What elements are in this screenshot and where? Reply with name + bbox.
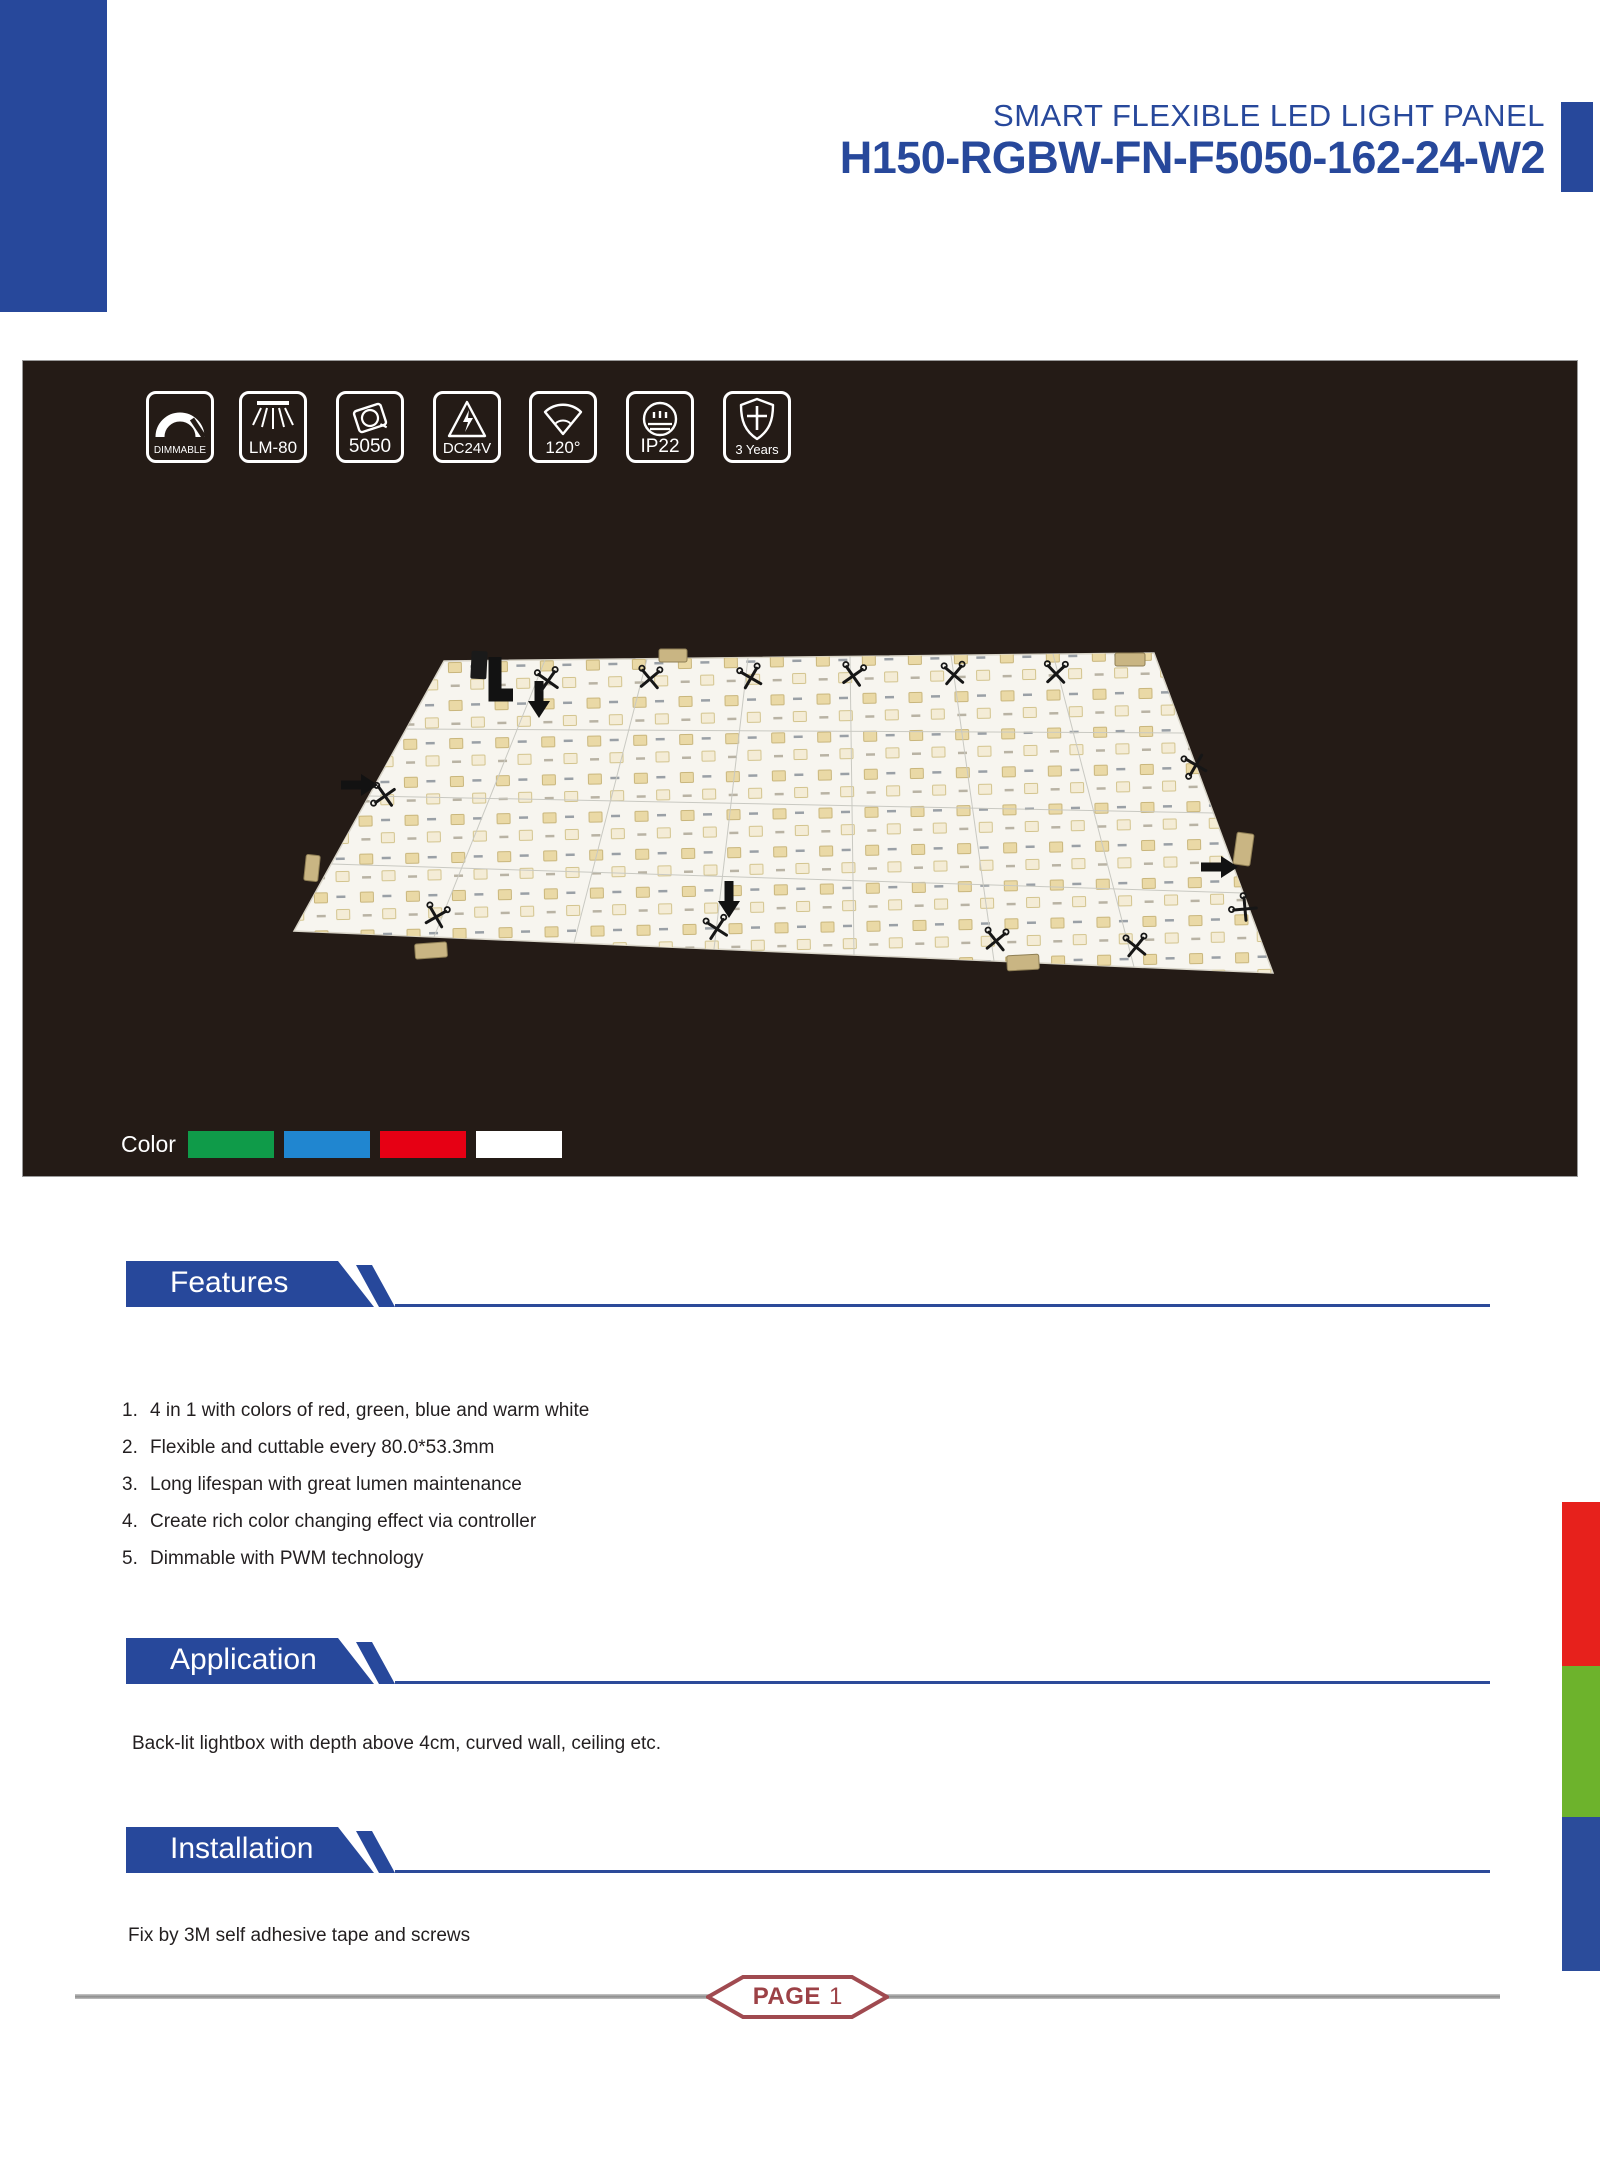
- feature-item: [122, 1437, 494, 1459]
- product-subtitle: SMART FLEXIBLE LED LIGHT PANEL: [993, 98, 1545, 133]
- side-bar-blue: [1562, 1817, 1600, 1971]
- feature-text: Long lifespan with great lumen maintenance: [150, 1474, 522, 1495]
- header: [840, 98, 1545, 181]
- swatch-red: [380, 1131, 466, 1158]
- badge-label: DC24V: [442, 440, 492, 457]
- page-number-badge: [706, 1974, 889, 2020]
- product-model-number: H150-RGBW-FN-F5050-162-24-W2: [839, 131, 1545, 183]
- feature-number: 4.: [122, 1511, 138, 1532]
- page-number: 1: [828, 1983, 843, 2010]
- features-section-header: [126, 1261, 1496, 1307]
- section-rule: [395, 1681, 1490, 1684]
- section-title: Features: [170, 1266, 289, 1299]
- badge-label: 120°: [545, 438, 581, 457]
- swatch-green: [188, 1131, 274, 1158]
- feature-number: 5.: [122, 1548, 138, 1569]
- section-title: Application: [170, 1643, 317, 1676]
- product-photo-panel: [22, 360, 1578, 1177]
- section-rule: [395, 1304, 1490, 1307]
- swatch-white: [476, 1131, 562, 1158]
- feature-item: [122, 1474, 522, 1496]
- section-title: Installation: [170, 1832, 314, 1865]
- application-section-header: [126, 1638, 1496, 1684]
- header-accent-chip: [1561, 102, 1593, 192]
- installation-text: Fix by 3M self adhesive tape and screws: [128, 1925, 471, 1946]
- feature-text: Dimmable with PWM technology: [150, 1548, 424, 1569]
- application-text: Back-lit lightbox with depth above 4cm, curved wall, ceiling etc.: [132, 1733, 662, 1754]
- section-rule: [395, 1870, 1490, 1873]
- badge-label: DIMMABLE: [153, 445, 207, 456]
- feature-number: 1.: [122, 1400, 138, 1421]
- corner-accent-bar: [0, 0, 107, 312]
- side-bar-green: [1562, 1666, 1600, 1817]
- led-panel-photo: [23, 361, 1579, 1178]
- badge-label: 5050: [348, 436, 392, 457]
- feature-item: [122, 1511, 536, 1533]
- feature-item: [122, 1400, 589, 1422]
- badge-label: IP22: [640, 436, 680, 457]
- feature-number: 2.: [122, 1437, 138, 1458]
- feature-text: Flexible and cuttable every 80.0*53.3mm: [150, 1437, 495, 1458]
- swatch-blue: [284, 1131, 370, 1158]
- badge-label: LM-80: [248, 438, 298, 457]
- installation-section-header: [126, 1827, 1496, 1873]
- badge-label: 3 Years: [735, 442, 779, 457]
- feature-text: Create rich color changing effect via controller: [150, 1511, 537, 1532]
- color-label: Color: [121, 1131, 176, 1157]
- feature-number: 3.: [122, 1474, 138, 1495]
- feature-item: [122, 1548, 423, 1570]
- side-bar-red: [1562, 1502, 1600, 1666]
- page-label: PAGE: [752, 1983, 821, 2010]
- feature-text: 4 in 1 with colors of red, green, blue and warm white: [150, 1400, 590, 1421]
- color-options-row: [121, 1131, 572, 1158]
